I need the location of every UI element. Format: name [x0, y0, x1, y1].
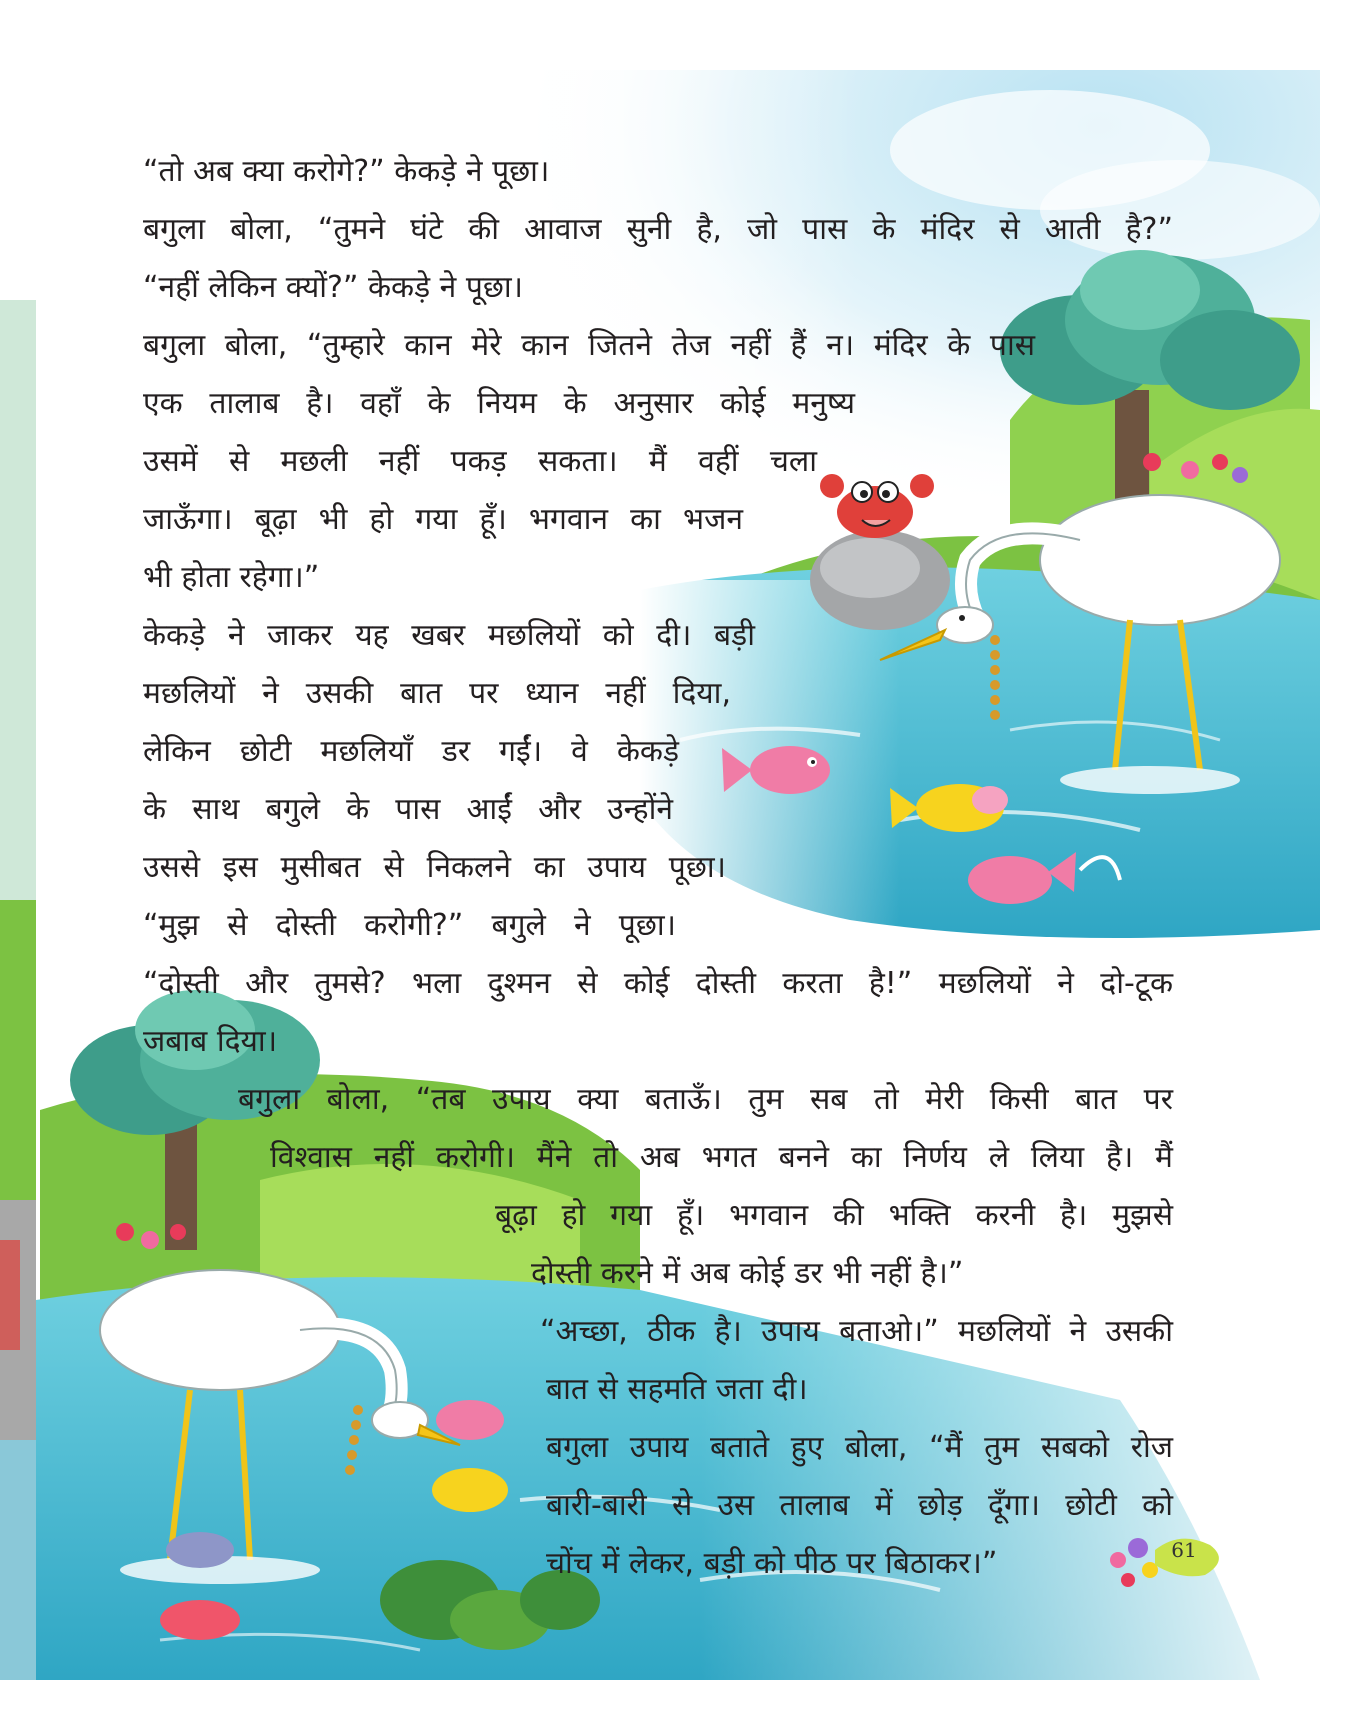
story-line: उसमें से मछली नहीं पकड़ सकता। मैं वहीं चला — [143, 444, 817, 479]
story-line: मछलियों ने उसकी बात पर ध्यान नहीं दिया, — [143, 676, 731, 711]
story-line: “नहीं लेकिन क्यों?” केकड़े ने पूछा। — [143, 270, 524, 305]
story-line: बूढ़ा हो गया हूँ। भगवान की भक्ति करनी है। मुझसे — [495, 1198, 1173, 1233]
story-line: केकड़े ने जाकर यह खबर मछलियों को दी। बड़ी — [143, 618, 755, 653]
story-line: बगुला बोला, “तब उपाय क्या बताऊँ। तुम सब तो मेरी किसी बात पर — [238, 1082, 1173, 1117]
page-number: 61 — [1171, 1538, 1197, 1562]
story-line: बात से सहमति जता दी। — [546, 1372, 808, 1407]
story-line: बगुला बोला, “तुम्हारे कान मेरे कान जितने तेज नहीं हैं न। मंदिर के पास — [143, 328, 1035, 363]
story-line: एक तालाब है। वहाँ के नियम के अनुसार कोई मनुष्य — [143, 386, 855, 421]
story-line: बगुला उपाय बताते हुए बोला, “मैं तुम सबको रोज — [546, 1430, 1173, 1465]
story-line: जबाब दिया। — [143, 1024, 278, 1059]
story-line: लेकिन छोटी मछलियाँ डर गईं। वे केकड़े — [143, 734, 679, 769]
left-edge-art — [0, 300, 36, 1680]
story-line: “अच्छा, ठीक है। उपाय बताओ।” मछलियों ने उसकी — [540, 1314, 1173, 1349]
story-line: “तो अब क्या करोगे?” केकड़े ने पूछा। — [143, 154, 550, 189]
story-line: बारी-बारी से उस तालाब में छोड़ दूँगा। छोटी को — [546, 1488, 1173, 1523]
story-line: उससे इस मुसीबत से निकलने का उपाय पूछा। — [143, 850, 726, 885]
story-line: के साथ बगुले के पास आईं और उन्होंने — [143, 792, 673, 827]
story-line: “मुझ से दोस्ती करोगी?” बगुले ने पूछा। — [143, 908, 676, 943]
story-line: चोंच में लेकर, बड़ी को पीठ पर बिठाकर।” — [546, 1546, 998, 1581]
story-line: दोस्ती करने में अब कोई डर भी नहीं है।” — [531, 1256, 964, 1291]
story-line: भी होता रहेगा।” — [143, 560, 320, 595]
story-line: जाऊँगा। बूढ़ा भी हो गया हूँ। भगवान का भजन — [143, 502, 743, 537]
story-line: “दोस्ती और तुमसे? भला दुश्मन से कोई दोस्ती करता है!” मछलियों ने दो-टूक — [143, 966, 1173, 1001]
story-line: विश्वास नहीं करोगी। मैंने तो अब भगत बनने का निर्णय ले लिया है। मैं — [270, 1140, 1173, 1175]
story-line: बगुला बोला, “तुमने घंटे की आवाज सुनी है, जो पास के मंदिर से आती है?” — [143, 212, 1173, 247]
